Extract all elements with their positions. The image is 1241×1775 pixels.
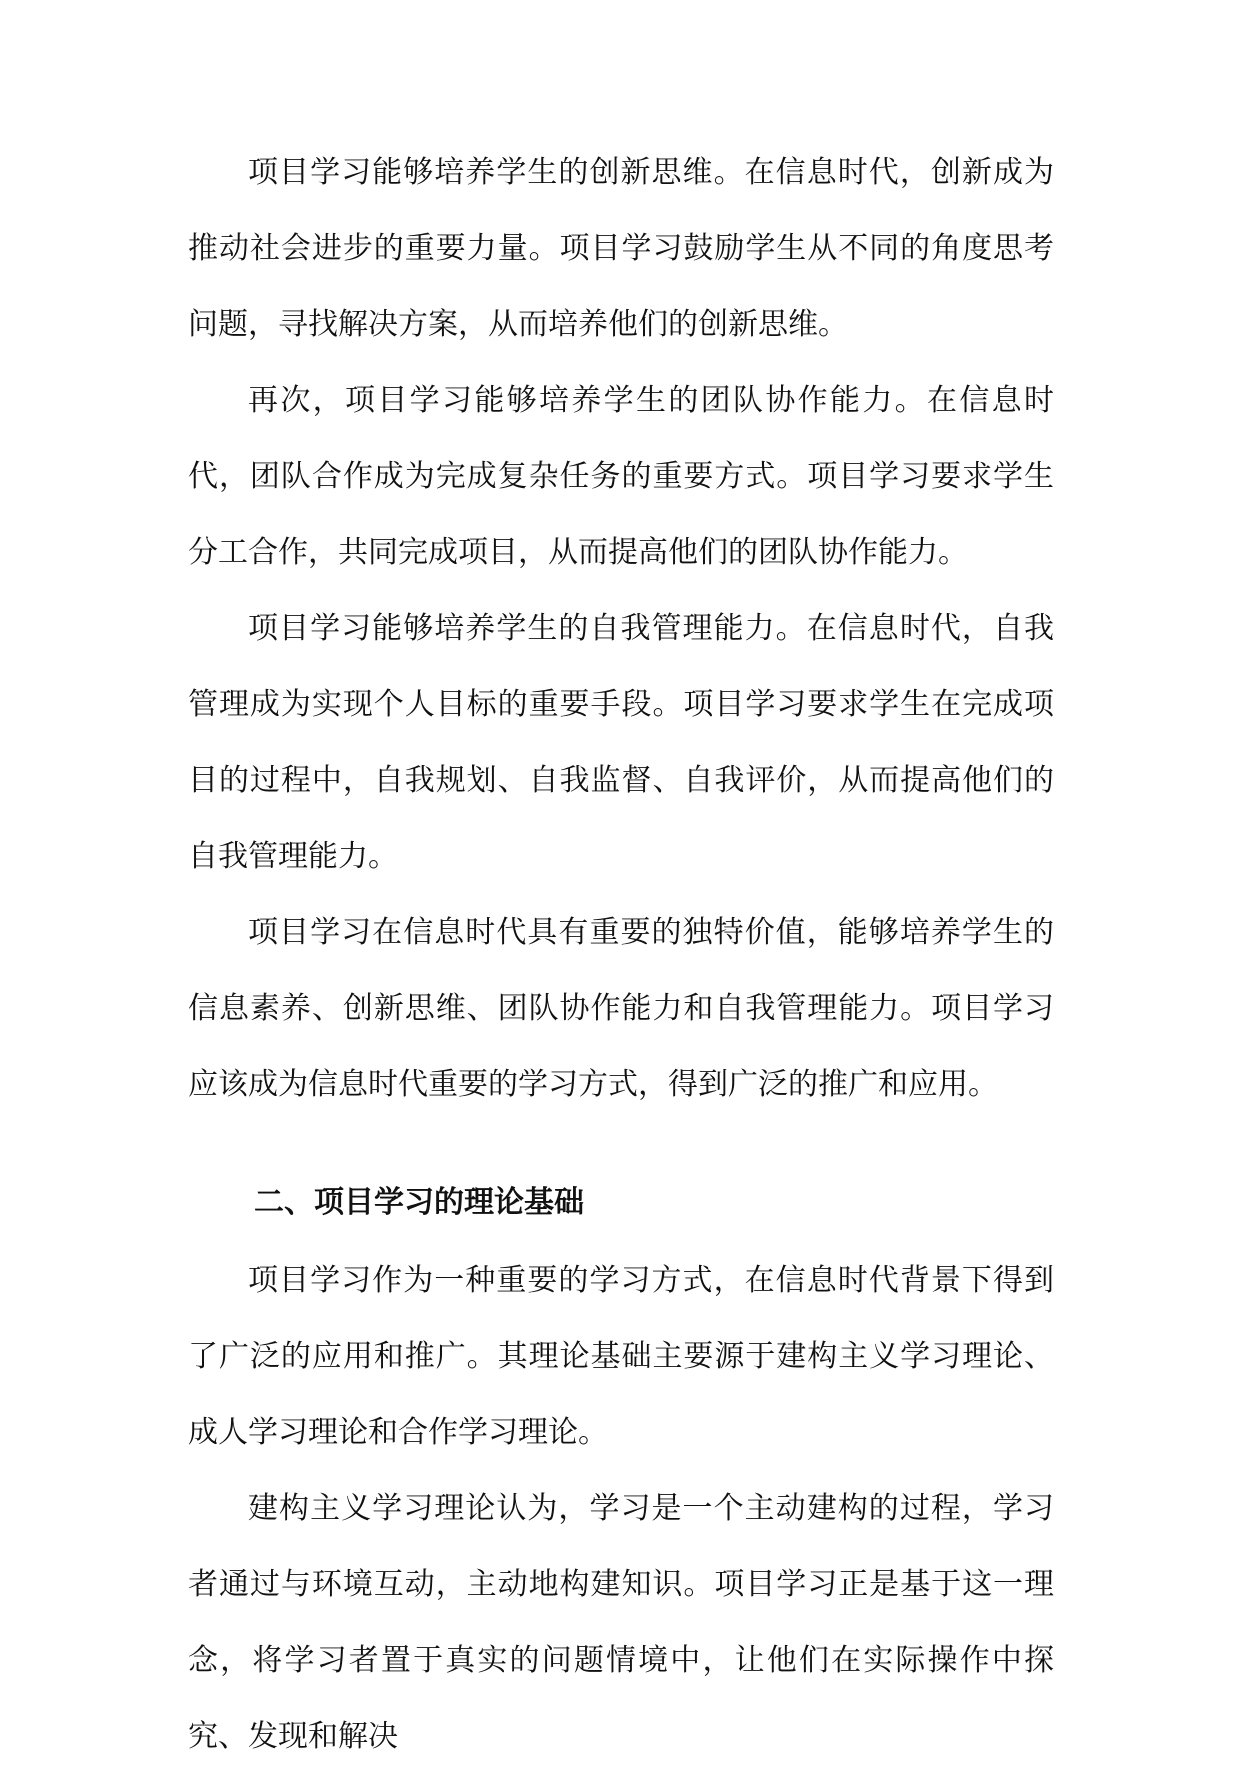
- document-body: [188, 135, 1054, 1775]
- paragraph-innovation: 项目学习能够培养学生的创新思维。在信息时代，创新成为推动社会进步的重要力量。项目学习鼓励学生从不同的角度思考问题，寻找解决方案，从而培养他们的创新思维。: [188, 155, 1054, 342]
- section-heading: 二、项目学习的理论基础: [254, 1185, 584, 1220]
- paragraph-theory-intro: 项目学习作为一种重要的学习方式，在信息时代背景下得到了广泛的应用和推广。其理论基础主要源于建构主义学习理论、成人学习理论和合作学习理论。: [188, 1263, 1054, 1450]
- paragraph-summary: 项目学习在信息时代具有重要的独特价值，能够培养学生的信息素养、创新思维、团队协作能力和自我管理能力。项目学习应该成为信息时代重要的学习方式，得到广泛的推广和应用。: [188, 915, 1054, 1102]
- paragraph-self-management: 项目学习能够培养学生的自我管理能力。在信息时代，自我管理成为实现个人目标的重要手段。项目学习要求学生在完成项目的过程中，自我规划、自我监督、自我评价，从而提高他们的自我管理能力。: [188, 611, 1054, 874]
- paragraph-constructivism: 建构主义学习理论认为，学习是一个主动建构的过程，学习者通过与环境互动，主动地构建知识。项目学习正是基于这一理念，将学习者置于真实的问题情境中，让他们在实际操作中探究、发现和解决: [188, 1491, 1054, 1754]
- paragraph-teamwork: 再次，项目学习能够培养学生的团队协作能力。在信息时代，团队合作成为完成复杂任务的重要方式。项目学习要求学生分工合作，共同完成项目，从而提高他们的团队协作能力。: [188, 383, 1054, 570]
